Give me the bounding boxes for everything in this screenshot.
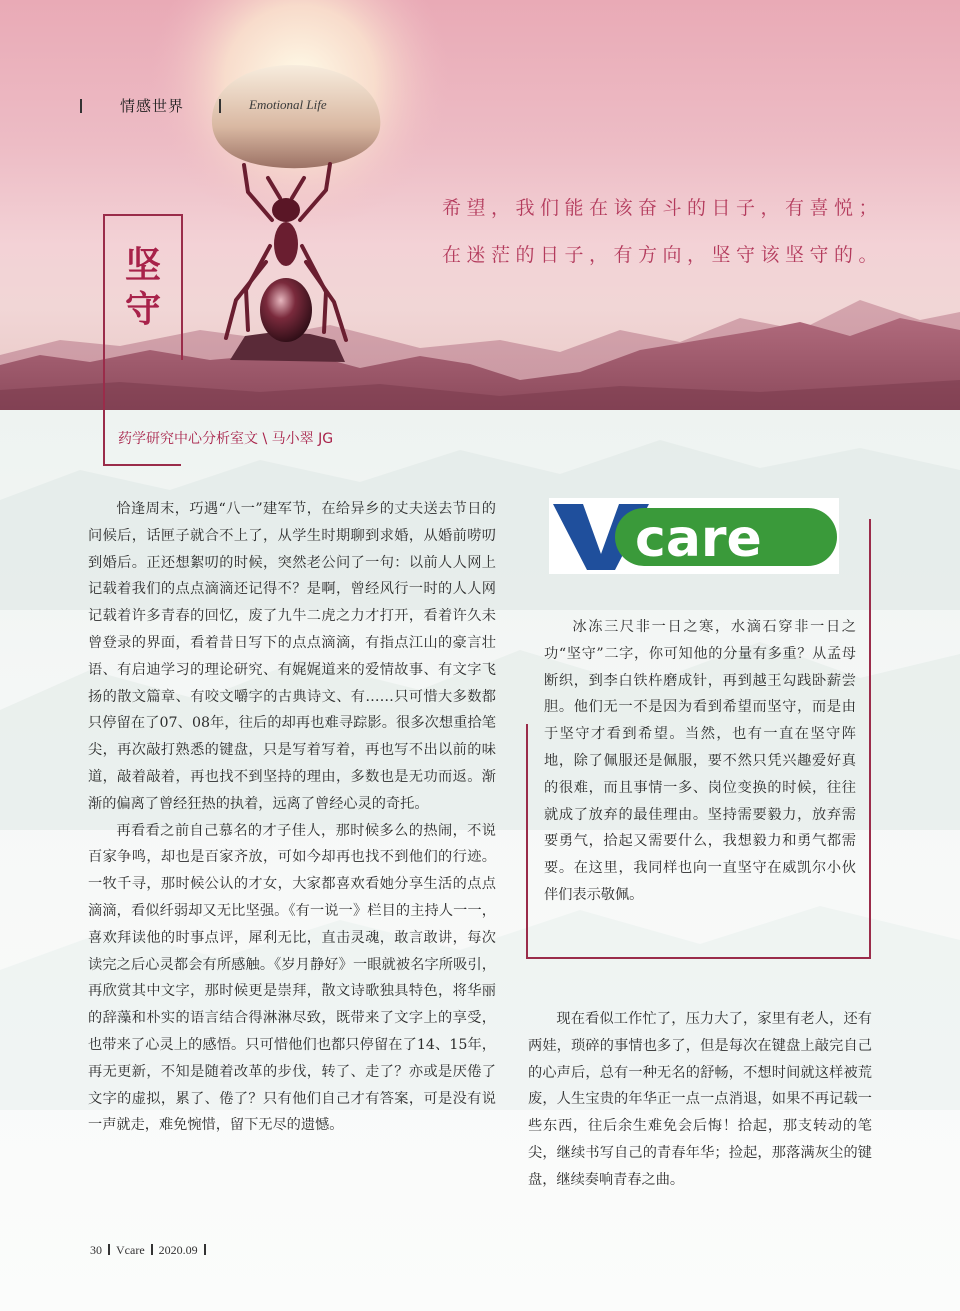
title-char: 守 <box>124 289 161 330</box>
card-text <box>544 614 856 909</box>
footer-divider <box>204 1244 206 1255</box>
paragraph: 恰逢周末，巧遇“八一”建军节，在给异乡的丈夫送去节日的问候后，话匣子就合不上了，从学生时期聊到求婚，从婚前唠叨到婚后。正还想絮叨的时候，突然老公问了一句：以前人人网上记载着我们的点点滴滴还记得不？是啊，曾经风行一时的人人网记载着许多青春的回忆，废了九牛二虎之力才打开，看着许久未曾登录的界面，看着昔日写下的点点滴滴，有指点江山的豪言壮语、有启迪学习的理论研究、有娓娓道来的爱情故事、有文字飞扬的散文篇章、有咬文嚼字的古典诗文、有……只可惜大多数都只停留在了07、08年，往后的却再也难寻踪影。很多次想重拾笔尖，再次敲打熟悉的键盘，只是写着写着，再也写不出以前的味道，敲着敲着，再也找不到坚持的理由，多数也是无功而返。渐渐的偏离了曾经狂热的执着，远离了曾经心灵的奇托。 <box>88 501 496 812</box>
article-title <box>113 244 173 332</box>
left-column <box>88 496 496 1139</box>
header-divider <box>219 99 221 113</box>
footer-divider <box>151 1244 153 1255</box>
footer-divider <box>108 1244 110 1255</box>
paragraph: 再看看之前自己慕名的才子佳人，那时候多么的热闹，不说百家争鸣，却也是百家齐放，可如今却再也找不到他们的行迹。一牧千寻，那时候公认的才女，大家都喜欢看她分享生活的点点滴滴，看似纤弱却又无比坚强。《有一说一》栏目的主持人一一，喜欢拜读他的时事点评，犀利无比，直击灵魂，敢言敢讲，每次读完之后心灵都会有所感触。《岁月静好》一眼就被名字所吸引，再欣赏其中文字，那时候更是崇拜，散文诗歌独具特色，将华丽的辞藻和朴实的语言结合得淋淋尽致，既带来了文字上的享受，也带来了心灵上的感悟。只可惜他们也都只停留在了14、15年，再无更新，不知是随着改革的步伐，转了、走了？亦或是厌倦了文字的虚拟，累了、倦了？只有他们自己才有答案，可是没有说一声就走，难免惋惜，留下无尽的遗憾。 <box>88 822 496 1134</box>
section-subtitle: Emotional Life <box>249 97 327 112</box>
page-footer <box>90 1243 212 1258</box>
title-char: 坚 <box>124 245 161 286</box>
header-divider <box>80 99 82 113</box>
paragraph: 现在看似工作忙了，压力大了，家里有老人，还有两娃，琐碎的事情也多了，但是每次在键盘上敲完自己的心声后，总有一种无名的舒畅，不想时间就这样被荒废，人生宝贵的年华正一点一点消退，如果不再记载一些东西，往后余生难免会后悔！拾起，那支转动的笔尖，继续书写自己的青春年华；捡起，那落满灰尘的键盘，继续奏响青春之曲。 <box>528 1011 872 1188</box>
right-column <box>528 1006 872 1194</box>
issue-date: 2020.09 <box>158 1243 198 1257</box>
section-title: 情感世界 <box>120 97 185 115</box>
page-number: 30 <box>90 1243 102 1257</box>
paragraph: 冰冻三尺非一日之寒，水滴石穿非一日之功“坚守”二字，你可知他的分量有多重？从孟母断织，到李白铁杵磨成针，再到越王勾践卧薪尝胆。他们无一不是因为看到希望而坚守，而是由于坚守才看到希望。当然，也有一直在坚守阵地，除了佩服还是佩服，要不然只凭兴趣爱好真的很难，而且事情一多、岗位变换的时候，往往就成了放弃的最佳理由。坚持需要毅力，放弃需要勇气，拾起又需要什么，我想毅力和勇气都需要。在这里，我同样也向一直坚守在威凯尔小伙伴们表示敬佩。 <box>544 619 856 903</box>
vcare-logo <box>549 498 839 574</box>
magazine-name: Vcare <box>116 1243 145 1257</box>
byline: 药学研究中心分析室文 \ 马小翠 JG <box>118 431 334 447</box>
quote-line: 在迷茫的日子，有方向，坚守该坚守的。 <box>442 244 884 266</box>
logo-care: care <box>635 509 762 569</box>
quote-line: 希望，我们能在该奋斗的日子，有喜悦； <box>442 197 884 219</box>
